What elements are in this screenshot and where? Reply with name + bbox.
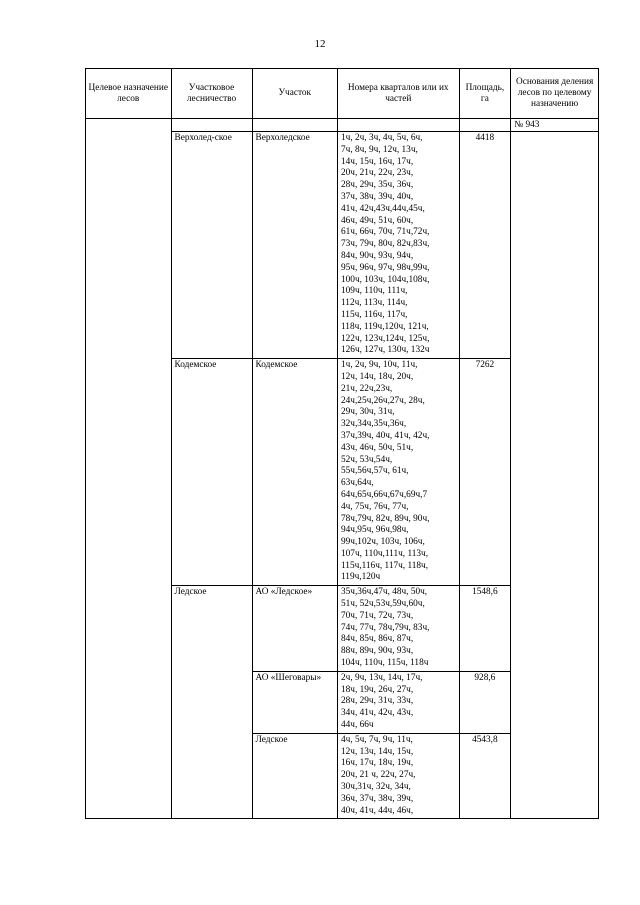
section-cell: Ледское (252, 733, 338, 819)
basis-cell (511, 132, 599, 819)
quarter-line: 28ч, 29ч, 31ч, 33ч, (341, 696, 414, 707)
quarter-line: 1ч, 2ч, 3ч, 4ч, 5ч, 6ч, (341, 133, 423, 143)
quarter-line: 61ч, 66ч, 70ч, 71ч,72ч, (341, 227, 430, 238)
quarters-cell (338, 359, 460, 586)
quarter-line: 44ч, 66ч (341, 720, 374, 731)
quarter-line: 7ч, 8ч, 9ч, 12ч, 13ч, (341, 144, 418, 155)
quarters-cell (338, 132, 460, 359)
area-cell: 4418 (459, 132, 511, 359)
empty-cell (338, 119, 460, 132)
quarter-line: 104ч, 110ч, 115ч, 118ч (341, 658, 429, 669)
quarter-line: 28ч, 29ч, 35ч, 36ч, (341, 180, 414, 191)
doc-ref-row (86, 119, 599, 132)
page-number: 12 (314, 38, 326, 50)
section-cell: АО «Ледское» (252, 586, 338, 672)
purpose-cell (86, 119, 172, 819)
quarter-line: 37ч,39ч, 40ч, 41ч, 42ч, (341, 430, 430, 441)
doc-ref-number: № 943 (511, 119, 599, 132)
quarter-line: 18ч, 19ч, 26ч, 27ч, (341, 684, 414, 695)
header-area: Площадь, га (459, 69, 511, 119)
area-cell: 928,6 (459, 671, 511, 733)
quarter-line: 21ч, 22ч,23ч, (341, 383, 393, 394)
header-basis: Основания деления лесов по целевому назначению (511, 69, 599, 119)
forest-purpose-table (85, 68, 599, 819)
quarter-line: 20ч, 21 ч, 22ч, 27ч, (341, 770, 416, 781)
forestry-cell: Ледское (171, 586, 252, 819)
header-section: Участок (252, 69, 338, 119)
quarter-line: 55ч,56ч,57ч, 61ч, (341, 466, 409, 477)
area-cell: 1548,6 (459, 586, 511, 672)
area-cell: 4543,8 (459, 733, 511, 819)
quarter-line: 51ч, 52ч,53ч,59ч,60ч, (341, 599, 425, 610)
forestry-cell: Верхолед-ское (171, 132, 252, 359)
quarter-line: 30ч,31ч, 32ч, 34ч, (341, 782, 411, 793)
quarter-line: 112ч, 113ч, 114ч, (341, 298, 408, 309)
quarter-line: 126ч, 127ч, 130ч, 132ч (341, 345, 430, 356)
quarter-line: 115ч, 116ч, 117ч, (341, 309, 408, 320)
quarter-line: 4ч, 5ч, 7ч, 9ч, 11ч, (341, 734, 413, 745)
header-quarters: Номера кварталов или их частей (338, 69, 460, 119)
quarter-line: 46ч, 49ч, 51ч, 60ч, (341, 215, 414, 226)
quarter-line: 95ч, 96ч, 97ч, 98ч,99ч, (341, 262, 430, 273)
section-cell: АО «Шеговары» (252, 671, 338, 733)
empty-cell (252, 119, 338, 132)
empty-cell (171, 119, 252, 132)
quarter-line: 4ч, 75ч, 76ч, 77ч, (341, 501, 409, 512)
quarter-line: 84ч, 90ч, 93ч, 94ч, (341, 250, 414, 261)
quarter-line: 12ч, 13ч, 14ч, 15ч, (341, 746, 414, 757)
quarter-line: 35ч,36ч,47ч, 48ч, 50ч, (341, 587, 428, 598)
quarter-line: 119ч,120ч (341, 572, 381, 583)
empty-cell (459, 119, 511, 132)
section-cell: Кодемское (252, 359, 338, 586)
quarter-line: 24ч,25ч,26ч,27ч, 28ч, (341, 395, 425, 406)
quarter-line: 20ч, 21ч, 22ч, 23ч, (341, 168, 414, 179)
header-forestry: Участковое лесничество (171, 69, 252, 119)
forestry-cell: Кодемское (171, 359, 252, 586)
quarter-line: 74ч, 77ч, 78ч,79ч, 83ч, (341, 622, 430, 633)
quarter-line: 107ч, 110ч,111ч, 113ч, (341, 548, 429, 559)
quarters-cell (338, 586, 460, 672)
quarter-line: 40ч, 41ч, 44ч, 46ч, (341, 805, 414, 816)
quarter-line: 1ч, 2ч, 9ч, 10ч, 11ч, (341, 360, 418, 371)
quarter-line: 73ч, 79ч, 80ч, 82ч,83ч, (341, 239, 430, 250)
quarter-line: 109ч, 110ч, 111ч, (341, 286, 408, 297)
quarter-line: 12ч, 14ч, 18ч, 20ч, (341, 371, 414, 382)
area-cell: 7262 (459, 359, 511, 586)
quarters-cell (338, 733, 460, 819)
quarter-line: 64ч,65ч,66ч,67ч,69ч,7 (341, 489, 428, 500)
quarter-line: 63ч,64ч, (341, 478, 374, 489)
quarter-line: 122ч, 123ч,124ч, 125ч, (341, 333, 430, 344)
header-purpose: Целевое назначение лесов (86, 69, 172, 119)
quarter-line: 34ч, 41ч, 42ч, 43ч, (341, 708, 414, 719)
quarter-line: 14ч, 15ч, 16ч, 17ч, (341, 156, 414, 167)
quarter-line: 37ч, 38ч, 39ч, 40ч, (341, 191, 414, 202)
quarter-line: 84ч, 85ч, 86ч, 87ч, (341, 634, 414, 645)
quarter-line: 70ч, 71ч, 72ч, 73ч, (341, 610, 414, 621)
quarter-line: 52ч, 53ч,54ч, (341, 454, 393, 465)
quarter-line: 32ч,34ч,35ч,36ч, (341, 419, 407, 430)
quarter-line: 94ч,95ч, 96ч,98ч, (341, 525, 409, 536)
quarter-line: 115ч,116ч, 117ч, 118ч, (341, 560, 429, 571)
quarter-line: 78ч,79ч, 82ч, 89ч, 90ч, (341, 513, 430, 524)
quarter-line: 88ч, 89ч, 90ч, 93ч, (341, 646, 414, 657)
quarter-line: 118ч, 119ч,120ч, 121ч, (341, 321, 429, 332)
quarter-line: 99ч,102ч, 103ч, 106ч, (341, 537, 425, 548)
section-cell: Верхоледское (252, 132, 338, 359)
quarter-line: 36ч, 37ч, 38ч, 39ч, (341, 793, 414, 804)
quarters-cell (338, 671, 460, 733)
quarter-line: 43ч, 46ч, 50ч, 51ч, (341, 442, 414, 453)
quarter-line: 100ч, 103ч, 104ч,108ч, (341, 274, 430, 285)
quarter-line: 29ч, 30ч, 31ч, (341, 407, 395, 418)
quarter-line: 16ч, 17ч, 18ч, 19ч, (341, 758, 414, 769)
quarter-line: 2ч, 9ч, 13ч, 14ч, 17ч, (341, 672, 423, 683)
table-header-row (86, 69, 599, 119)
quarter-line: 41ч, 42ч,43ч,44ч,45ч, (341, 203, 425, 214)
